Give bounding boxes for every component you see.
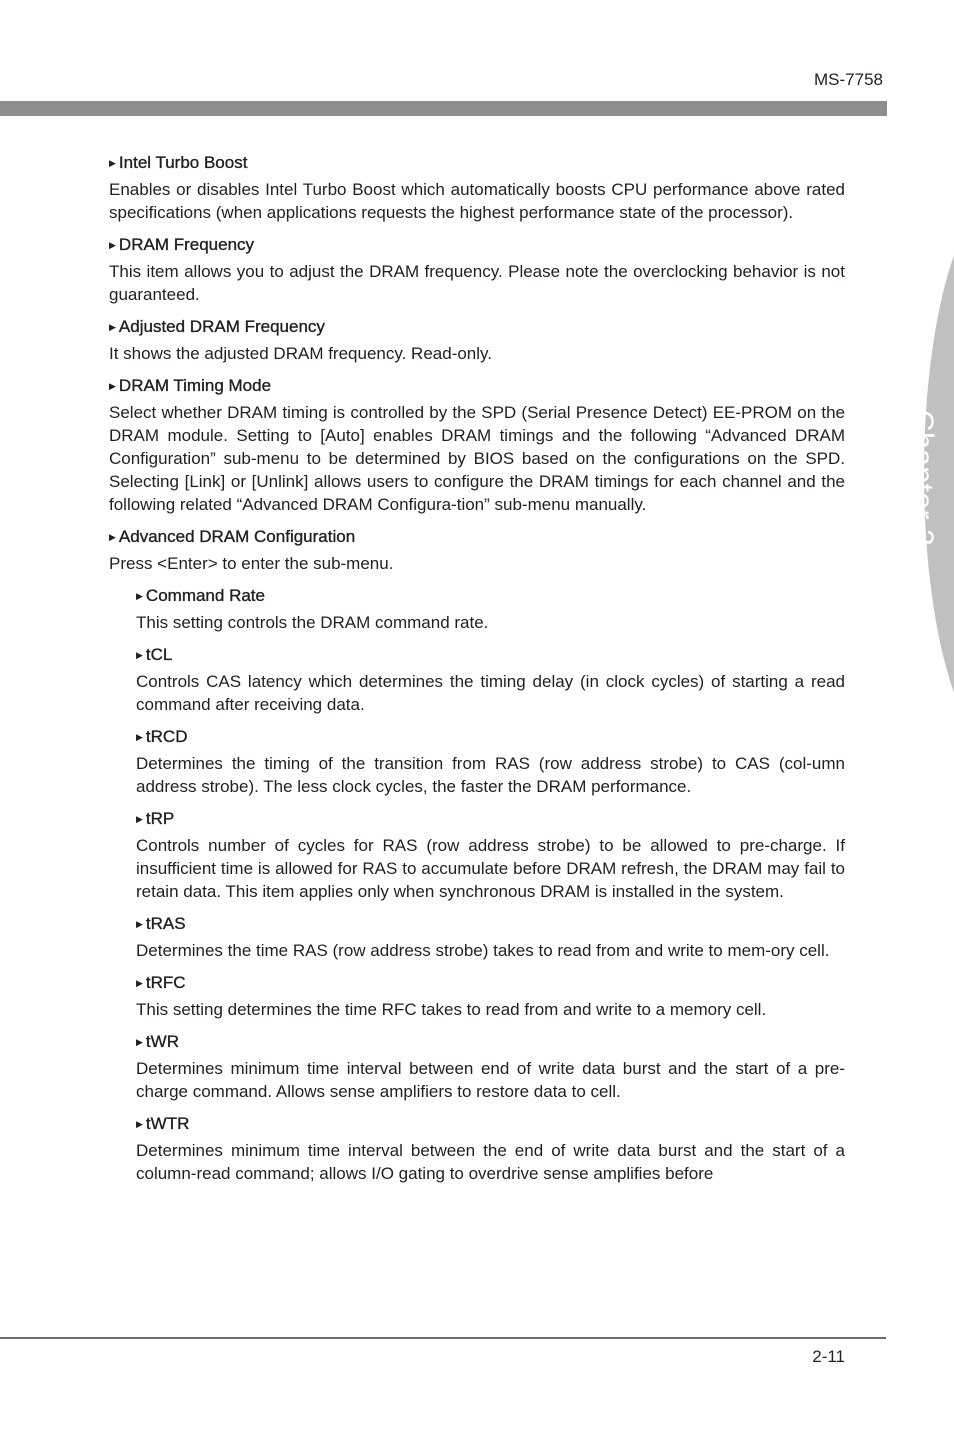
item-description: Controls CAS latency which determines the timing delay (in clock cycles) of starting a read command after receiving data. bbox=[136, 672, 845, 714]
item-title: tCL bbox=[145, 645, 173, 664]
sub-section-trfc bbox=[136, 972, 845, 1021]
item-title: tRAS bbox=[145, 914, 186, 933]
sub-section-trcd bbox=[136, 726, 845, 798]
item-title: Command Rate bbox=[145, 586, 265, 605]
footer-rule bbox=[0, 1337, 886, 1339]
item-title: DRAM Timing Mode bbox=[118, 376, 272, 395]
item-title: Adjusted DRAM Frequency bbox=[118, 317, 325, 336]
item-title: tWR bbox=[145, 1032, 179, 1051]
item-description: Enables or disables Intel Turbo Boost which automatically boosts CPU performance above rated specifications (when applications requests the highest performance state of the processor). bbox=[109, 180, 845, 222]
item-title: tRP bbox=[145, 809, 175, 828]
item-title: DRAM Frequency bbox=[118, 235, 255, 254]
item-title: tRFC bbox=[145, 973, 186, 992]
item-description: Press <Enter> to enter the sub-menu. bbox=[109, 554, 394, 573]
triangle-bullet-icon: ▶ bbox=[136, 650, 143, 660]
item-description: Determines minimum time interval between the end of write data burst and the start of a column-read command; allows I/O gating to overdrive sense amplifies before bbox=[136, 1141, 845, 1183]
sub-section-twr bbox=[136, 1031, 845, 1103]
section-intel-turbo-boost bbox=[109, 152, 845, 224]
item-description: This setting determines the time RFC takes to read from and write to a memory cell. bbox=[136, 1000, 767, 1019]
item-description: Select whether DRAM timing is controlled by the SPD (Serial Presence Detect) EE-PROM on the DRAM module. Setting to [Auto] enables DRAM timings and the following “Advanced DRAM Configuration” sub-menu to be determined by BIOS based on the configurations on the SPD. Selecting [Link] or [Unlink] allows users to configure the DRAM timings for each channel and the following related “Advanced DRAM Configura-tion” sub-menu manually. bbox=[109, 403, 845, 514]
triangle-bullet-icon: ▶ bbox=[109, 240, 116, 250]
sub-section-tras bbox=[136, 913, 845, 962]
triangle-bullet-icon: ▶ bbox=[136, 591, 143, 601]
triangle-bullet-icon: ▶ bbox=[109, 532, 116, 542]
item-description: This setting controls the DRAM command rate. bbox=[136, 613, 489, 632]
header-bar bbox=[0, 101, 887, 116]
item-description: It shows the adjusted DRAM frequency. Read-only. bbox=[109, 344, 492, 363]
triangle-bullet-icon: ▶ bbox=[109, 322, 116, 332]
triangle-bullet-icon: ▶ bbox=[109, 158, 116, 168]
triangle-bullet-icon: ▶ bbox=[109, 381, 116, 391]
triangle-bullet-icon: ▶ bbox=[136, 732, 143, 742]
section-dram-frequency bbox=[109, 234, 845, 306]
item-description: Determines minimum time interval between end of write data burst and the start of a pre-charge command. Allows sense amplifiers to restore data to cell. bbox=[136, 1059, 845, 1101]
item-description: Determines the time RAS (row address strobe) takes to read from and write to mem-ory cell. bbox=[136, 941, 830, 960]
sub-section-trp bbox=[136, 808, 845, 903]
triangle-bullet-icon: ▶ bbox=[136, 814, 143, 824]
item-title: Intel Turbo Boost bbox=[118, 153, 248, 172]
item-description: Determines the timing of the transition from RAS (row address strobe) to CAS (col-umn address strobe). The less clock cycles, the faster the DRAM performance. bbox=[136, 754, 845, 796]
triangle-bullet-icon: ▶ bbox=[136, 978, 143, 988]
item-description: Controls number of cycles for RAS (row address strobe) to be allowed to pre-charge. If insufficient time is allowed for RAS to accumulate before DRAM refresh, the DRAM may fail to retain data. This item applies only when synchronous DRAM is installed in the system. bbox=[136, 836, 845, 901]
sub-section-command-rate bbox=[136, 585, 845, 634]
triangle-bullet-icon: ▶ bbox=[136, 1037, 143, 1047]
section-dram-timing-mode bbox=[109, 375, 845, 516]
sub-section-twtr bbox=[136, 1113, 845, 1185]
page-number: 2-11 bbox=[812, 1347, 845, 1366]
sub-section-tcl bbox=[136, 644, 845, 716]
item-title: Advanced DRAM Configuration bbox=[118, 527, 356, 546]
triangle-bullet-icon: ▶ bbox=[136, 919, 143, 929]
main-content bbox=[109, 152, 845, 1195]
triangle-bullet-icon: ▶ bbox=[136, 1119, 143, 1129]
section-advanced-dram-configuration bbox=[109, 526, 845, 575]
item-title: tRCD bbox=[145, 727, 188, 746]
chapter-label: Chapter 2 bbox=[906, 409, 939, 547]
section-adjusted-dram-frequency bbox=[109, 316, 845, 365]
item-description: This item allows you to adjust the DRAM frequency. Please note the overclocking behavior is not guaranteed. bbox=[109, 262, 845, 304]
model-number: MS-7758 bbox=[814, 70, 883, 89]
item-title: tWTR bbox=[145, 1114, 190, 1133]
